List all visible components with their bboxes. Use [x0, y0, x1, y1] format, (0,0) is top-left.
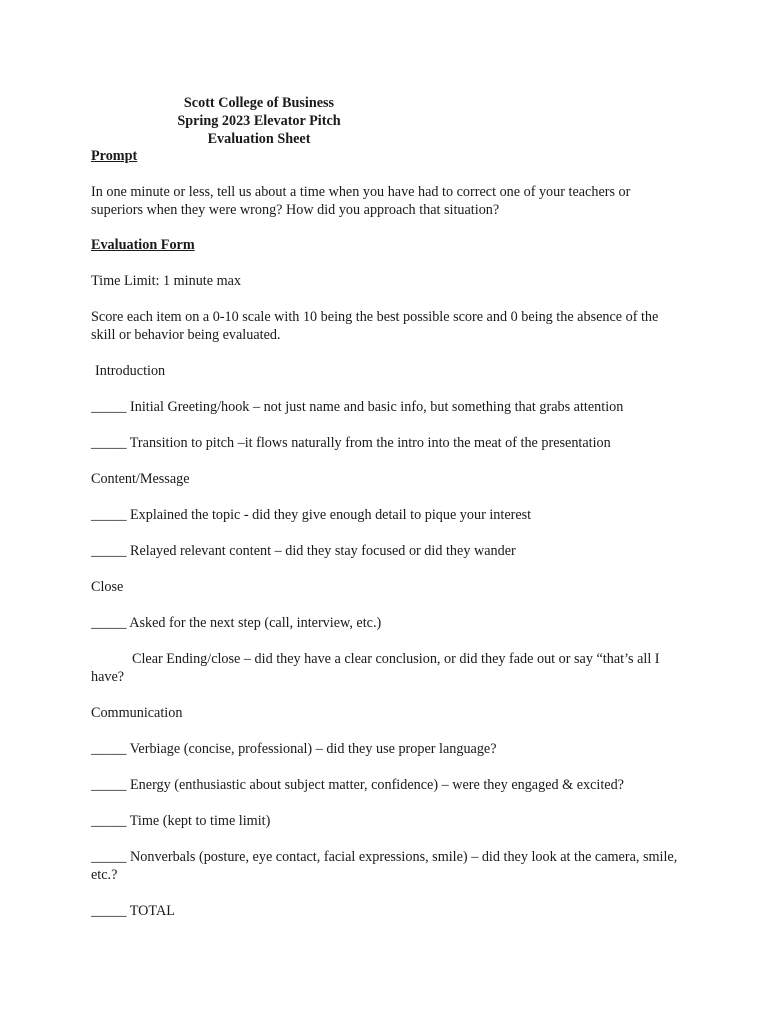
content-relevant-item: _____ Relayed relevant content – did they stay focused or did they wander — [91, 543, 516, 559]
sheet-name: Evaluation Sheet — [207, 131, 311, 147]
close-next-step-item: _____ Asked for the next step (call, interview, etc.) — [91, 615, 382, 631]
close-ending-item: Clear Ending/close – did they have a clear conclusion, or did they fade out or say “that’s all I have? — [91, 651, 660, 685]
content-topic-item: _____ Explained the topic - did they give enough detail to pique your interest — [91, 507, 532, 523]
comm-time-item: _____ Time (kept to time limit) — [91, 813, 271, 829]
intro-transition-item: _____ Transition to pitch –it flows naturally from the intro into the meat of the presentation — [91, 435, 611, 451]
scale-instructions: Score each item on a 0-10 scale with 10 being the best possible score and 0 being the absence of the skill or behavior being evaluated. — [91, 309, 659, 343]
prompt-heading: Prompt — [91, 148, 138, 164]
time-limit: Time Limit: 1 minute max — [91, 273, 242, 289]
event-name: Spring 2023 Elevator Pitch — [177, 113, 341, 129]
intro-greeting-item: _____ Initial Greeting/hook – not just name and basic info, but something that grabs attention — [91, 399, 624, 415]
college-name: Scott College of Business — [183, 95, 335, 111]
comm-energy-item: _____ Energy (enthusiastic about subject matter, confidence) – were they engaged & excited? — [91, 777, 624, 793]
section-close: Close — [91, 579, 124, 595]
section-introduction: Introduction — [95, 363, 166, 379]
evaluation-form-heading: Evaluation Form — [91, 237, 195, 253]
section-communication: Communication — [91, 705, 183, 721]
comm-verbiage-item: _____ Verbiage (concise, professional) – did they use proper language? — [91, 741, 497, 757]
comm-nonverbals-item: _____ Nonverbals (posture, eye contact, facial expressions, smile) – did they look at the camera, smile, etc.? — [91, 849, 678, 883]
document-page — [91, 0, 683, 1024]
prompt-text: In one minute or less, tell us about a time when you have had to correct one of your teachers or superiors when they were wrong? How did you approach that situation? — [91, 184, 631, 218]
total-score: _____ TOTAL — [91, 903, 175, 919]
section-content-message: Content/Message — [91, 471, 190, 487]
